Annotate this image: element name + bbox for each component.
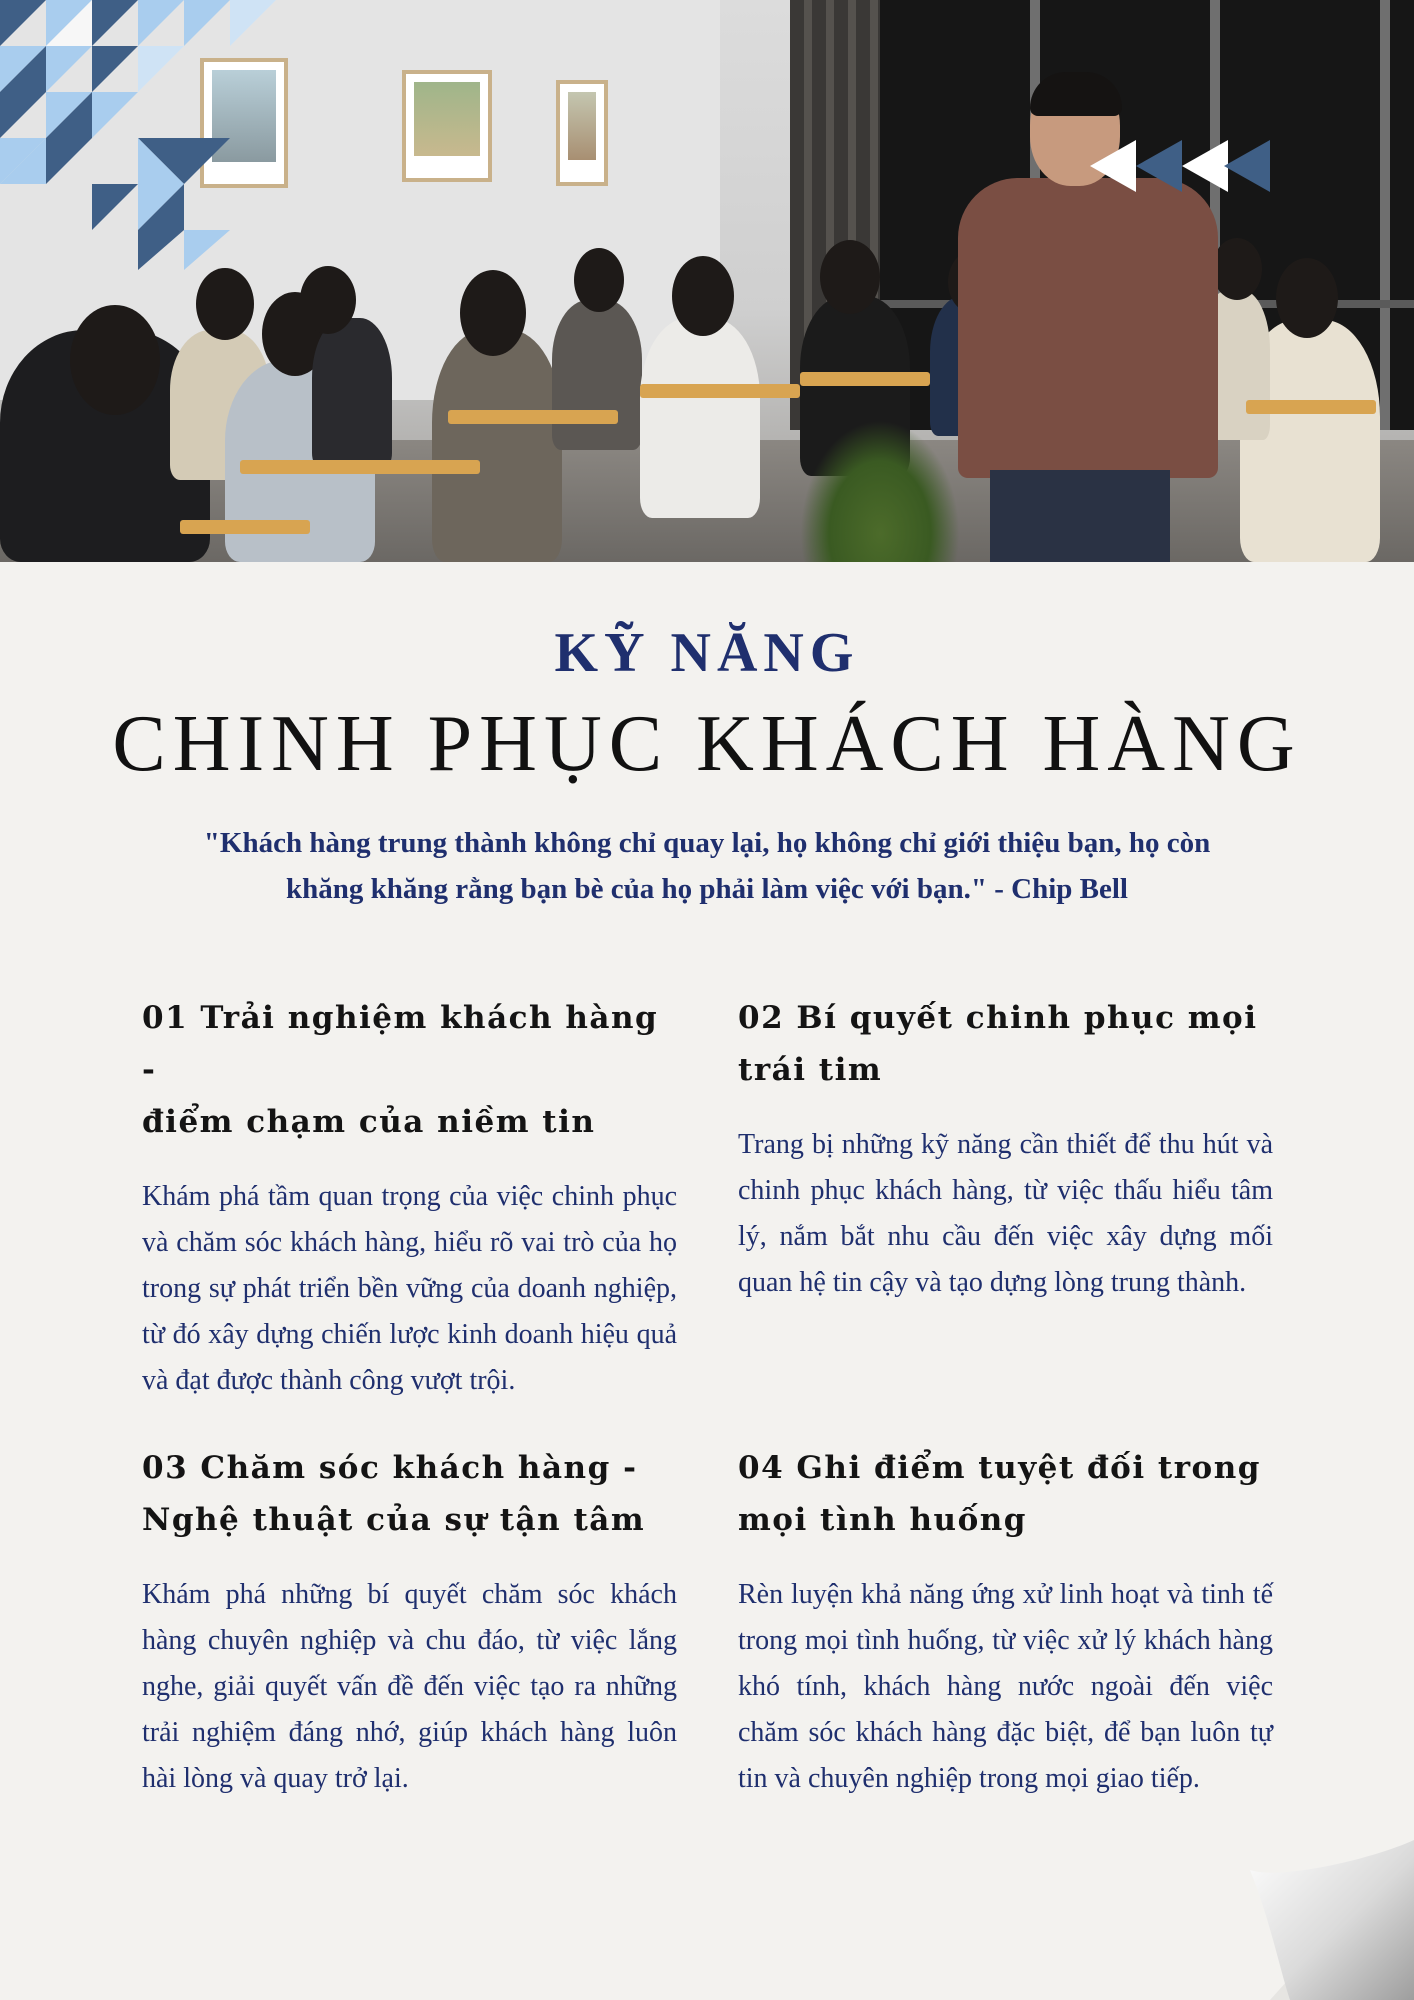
title-kicker: KỸ NĂNG (554, 622, 860, 684)
section-heading (142, 1442, 677, 1546)
photo-desk (180, 520, 310, 534)
section-heading (142, 992, 677, 1148)
section-heading-line-2: trái tim (738, 1052, 883, 1088)
wall-picture (402, 70, 492, 182)
section-body: Trang bị những kỹ năng cần thiết để thu hút và chinh phục khách hàng, từ việc thấu hiểu tâm lý, nắm bắt nhu cầu đến việc xây dựng mối quan hệ tin cậy và tạo dựng lòng trung thành. (738, 1129, 1273, 1298)
section-heading-line-1: 02 Bí quyết chinh phục mọi (738, 1000, 1258, 1036)
section-01 (142, 992, 677, 1404)
section-heading-line-2: điểm chạm của niềm tin (142, 1104, 596, 1140)
photo-desk (448, 410, 618, 424)
quote-line-1: "Khách hàng trung thành không chỉ quay lại, họ không chỉ giới thiệu bạn, họ còn (203, 827, 1211, 859)
page-curl-decoration (1250, 1840, 1414, 2000)
quote (120, 820, 1294, 912)
section-heading-line-2: Nghệ thuật của sự tận tâm (142, 1502, 646, 1538)
photo-student-head (1276, 258, 1338, 338)
left-arrows-decoration (1090, 140, 1270, 192)
section-body: Rèn luyện khả năng ứng xử linh hoạt và tinh tế trong mọi tình huống, từ việc xử lý khách hàng khó tính, khách hàng nước ngoài đến việc chăm sóc khách hàng đặc biệt, để bạn luôn tự tin và chuyên nghiệp trong mọi giao tiếp. (738, 1579, 1273, 1794)
photo-student-head (196, 268, 254, 340)
photo-desk (800, 372, 930, 386)
classroom-photo (0, 0, 1414, 562)
photo-student-head (70, 305, 160, 415)
quote-line-2: khăng khăng rằng bạn bè của họ phải làm việc với bạn." - Chip Bell (286, 873, 1128, 905)
section-body: Khám phá tầm quan trọng của việc chinh phục và chăm sóc khách hàng, hiểu rõ vai trò của họ trong sự phát triển bền vững của doanh nghiệp, từ đó xây dựng chiến lược kinh doanh hiệu quả và đạt được thành công vượt trội. (142, 1181, 677, 1396)
photo-student (552, 300, 642, 450)
wall-picture (556, 80, 608, 186)
section-04 (738, 1442, 1273, 1802)
photo-student-head (460, 270, 526, 356)
photo-speaker-legs (990, 470, 1170, 562)
photo-student (640, 318, 760, 518)
section-heading-line-1: 01 Trải nghiệm khách hàng - (142, 1000, 659, 1088)
section-heading (738, 992, 1273, 1096)
photo-student-head (1212, 238, 1262, 300)
photo-plant (800, 420, 960, 562)
section-heading-line-2: mọi tình huống (738, 1502, 1027, 1538)
section-heading (738, 1442, 1273, 1546)
photo-desk (240, 460, 480, 474)
photo-student-head (820, 240, 880, 314)
page-title: CHINH PHỤC KHÁCH HÀNG (112, 700, 1302, 788)
photo-desk (640, 384, 800, 398)
section-02 (738, 992, 1273, 1306)
photo-student (432, 330, 562, 562)
photo-student (312, 318, 392, 468)
photo-student-head (574, 248, 624, 312)
section-heading-line-1: 03 Chăm sóc khách hàng - (142, 1450, 638, 1486)
section-body: Khám phá những bí quyết chăm sóc khách hàng chuyên nghiệp và chu đáo, từ việc lắng nghe, giải quyết vấn đề đến việc tạo ra những trải nghiệm đáng nhớ, giúp khách hàng luôn hài lòng và quay trở lại. (142, 1579, 677, 1794)
photo-speaker (958, 178, 1218, 478)
section-heading-line-1: 04 Ghi điểm tuyệt đối trong (738, 1450, 1261, 1486)
section-03 (142, 1442, 677, 1802)
photo-student-head (300, 266, 356, 334)
photo-desk (1246, 400, 1376, 414)
photo-student-head (672, 256, 734, 336)
triangle-pattern-decoration (0, 0, 280, 270)
